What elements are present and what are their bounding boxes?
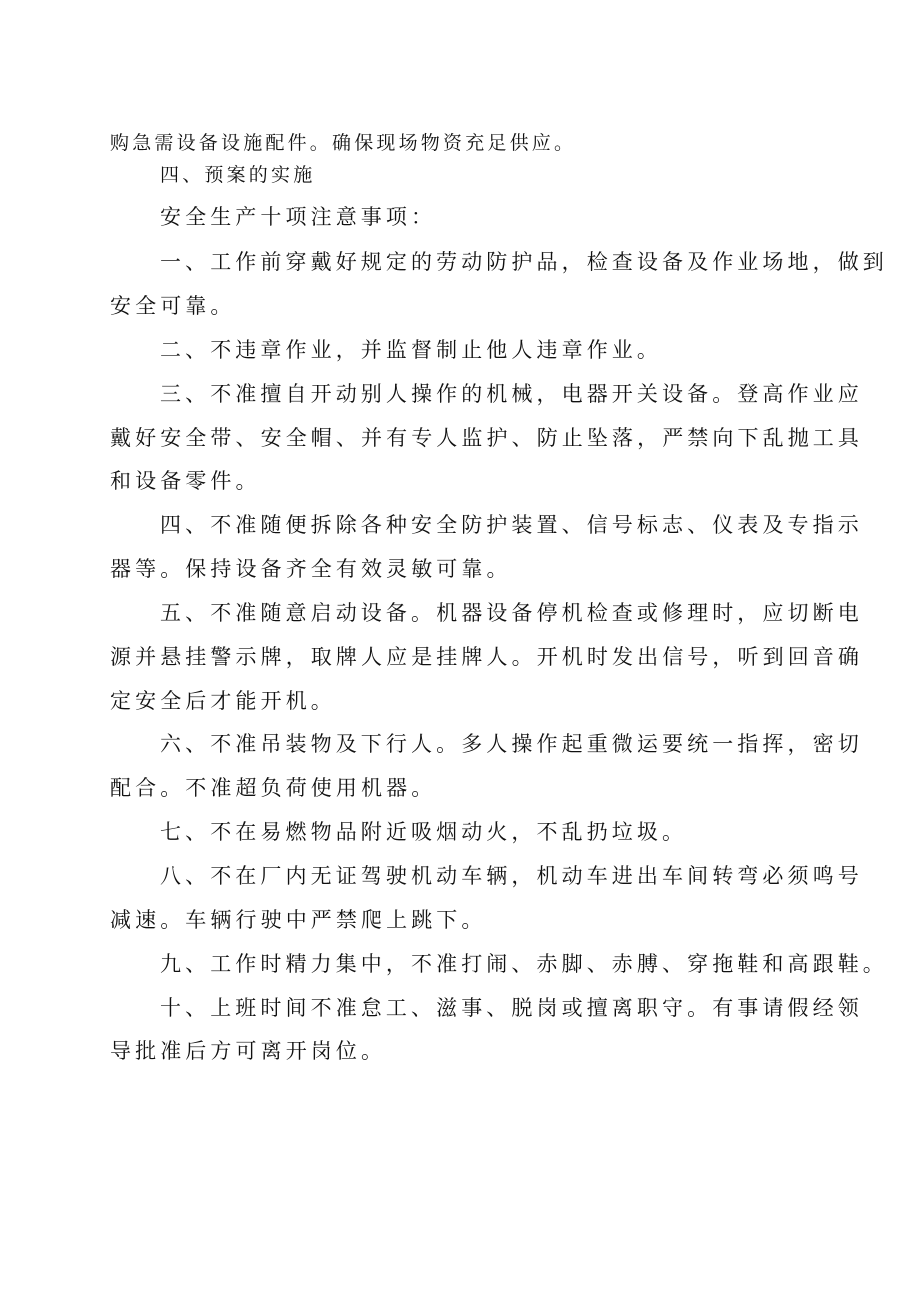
rule-7-line-1: 七、不在易燃物品附近吸烟动火，不乱扔垃圾。 bbox=[160, 820, 688, 844]
rule-1-line-2: 安全可靠。 bbox=[110, 294, 236, 318]
rule-10-line-2: 导批准后方可离开岗位。 bbox=[110, 1039, 387, 1063]
rule-2-line-1: 二、不违章作业，并监督制止他人违章作业。 bbox=[160, 338, 662, 362]
rule-5-line-1: 五、不准随意启动设备。机器设备停机检查或修理时，应切断电 bbox=[160, 601, 863, 625]
rule-5-line-2: 源并悬挂警示牌，取牌人应是挂牌人。开机时发出信号，听到回音确 bbox=[110, 645, 863, 669]
rule-6-line-1: 六、不准吊装物及下行人。多人操作起重微运要统一指挥，密切 bbox=[160, 732, 863, 756]
section-heading-plan-implementation: 四、预案的实施 bbox=[160, 164, 316, 186]
rule-1-line-1: 一、工作前穿戴好规定的劳动防护品，检查设备及作业场地，做到 bbox=[160, 250, 888, 274]
rule-8-line-2: 减速。车辆行驶中严禁爬上跳下。 bbox=[110, 908, 487, 932]
text-line-1: 购急需设备设施配件。确保现场物资充足供应。 bbox=[110, 132, 577, 154]
rule-4-line-2: 器等。保持设备齐全有效灵敏可靠。 bbox=[110, 557, 512, 581]
rule-3-line-3: 和设备零件。 bbox=[110, 469, 261, 493]
rule-10-line-1: 十、上班时间不准怠工、滋事、脱岗或擅离职守。有事请假经领 bbox=[160, 996, 863, 1020]
rule-4-line-1: 四、不准随便拆除各种安全防护装置、信号标志、仪表及专指示 bbox=[160, 513, 863, 537]
rule-6-line-2: 配合。不准超负荷使用机器。 bbox=[110, 776, 437, 800]
rule-3-line-1: 三、不准擅自开动别人操作的机械，电器开关设备。登高作业应 bbox=[160, 382, 863, 406]
list-heading-safety-rules: 安全生产十项注意事项： bbox=[160, 205, 437, 229]
rule-8-line-1: 八、不在厂内无证驾驶机动车辆，机动车进出车间转弯必须鸣号 bbox=[160, 864, 863, 888]
rule-5-line-3: 定安全后才能开机。 bbox=[110, 689, 336, 713]
rule-3-line-2: 戴好安全带、安全帽、并有专人监护、防止坠落，严禁向下乱抛工具 bbox=[110, 426, 863, 450]
rule-9-line-1: 九、工作时精力集中，不准打闹、赤脚、赤膊、穿拖鞋和高跟鞋。 bbox=[160, 952, 888, 976]
